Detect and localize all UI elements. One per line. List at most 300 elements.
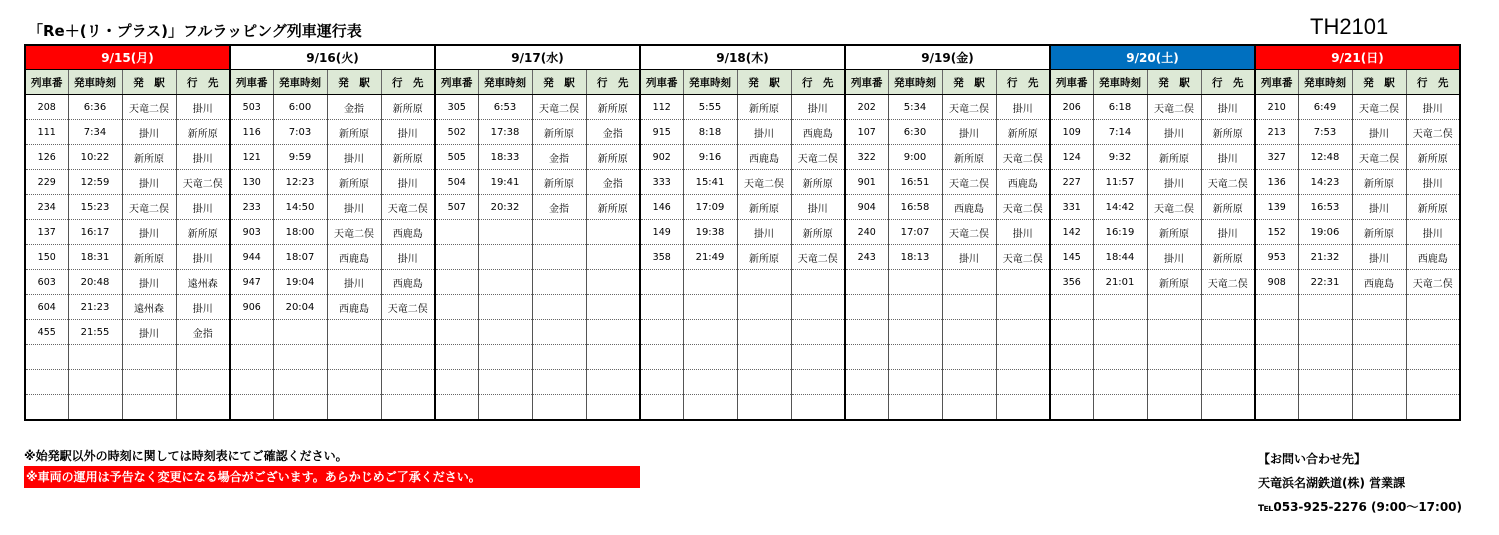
empty-cell — [845, 295, 888, 320]
cell-destination: 西鹿島 — [996, 170, 1050, 195]
cell-train-no: 322 — [845, 145, 888, 170]
cell-dep-station: 天竜二俣 — [122, 195, 176, 220]
cell-destination: 新所原 — [791, 170, 845, 195]
empty-cell — [435, 295, 478, 320]
cell-destination: 天竜二俣 — [1201, 170, 1255, 195]
column-header: 行 先 — [1406, 70, 1460, 95]
cell-destination: 掛川 — [996, 220, 1050, 245]
empty-cell — [1255, 320, 1298, 345]
empty-cell — [1406, 395, 1460, 421]
empty-cell — [1298, 345, 1352, 370]
contact-heading: 【お問い合わせ先】 — [1258, 452, 1367, 466]
cell-destination: 掛川 — [1406, 95, 1460, 120]
empty-cell — [942, 395, 996, 421]
cell-train-no: 953 — [1255, 245, 1298, 270]
empty-cell — [435, 320, 478, 345]
cell-dep-time: 9:16 — [683, 145, 737, 170]
column-header: 行 先 — [381, 70, 435, 95]
cell-dep-time: 6:36 — [68, 95, 122, 120]
cell-dep-station: 金指 — [532, 145, 586, 170]
empty-cell — [845, 345, 888, 370]
cell-dep-station: 天竜二俣 — [942, 220, 996, 245]
cell-destination: 掛川 — [791, 95, 845, 120]
cell-train-no: 233 — [230, 195, 273, 220]
date-header-row — [25, 45, 1460, 70]
cell-destination: 西鹿島 — [381, 220, 435, 245]
table-row — [25, 270, 1460, 295]
empty-cell — [996, 345, 1050, 370]
empty-cell — [478, 370, 532, 395]
empty-cell — [791, 320, 845, 345]
cell-destination: 掛川 — [176, 245, 230, 270]
cell-dep-time: 9:00 — [888, 145, 942, 170]
empty-cell — [586, 320, 640, 345]
empty-cell — [1201, 395, 1255, 421]
empty-cell — [845, 320, 888, 345]
empty-cell — [327, 395, 381, 421]
empty-cell — [68, 370, 122, 395]
cell-dep-time: 17:07 — [888, 220, 942, 245]
cell-train-no: 903 — [230, 220, 273, 245]
empty-cell — [478, 220, 532, 245]
contact-company: 天竜浜名湖鉄道(株) 営業課 — [1258, 476, 1406, 490]
empty-cell — [435, 345, 478, 370]
empty-cell — [478, 395, 532, 421]
empty-cell — [230, 345, 273, 370]
empty-cell — [25, 370, 68, 395]
cell-train-no: 229 — [25, 170, 68, 195]
cell-dep-time: 14:42 — [1093, 195, 1147, 220]
empty-cell — [942, 295, 996, 320]
cell-dep-station: 掛川 — [122, 270, 176, 295]
empty-cell — [435, 270, 478, 295]
empty-cell — [888, 370, 942, 395]
empty-cell — [1201, 370, 1255, 395]
cell-dep-station: 新所原 — [327, 170, 381, 195]
cell-dep-time: 12:48 — [1298, 145, 1352, 170]
empty-cell — [532, 345, 586, 370]
empty-cell — [996, 295, 1050, 320]
empty-cell — [1147, 345, 1201, 370]
empty-cell — [791, 395, 845, 421]
empty-cell — [1352, 395, 1406, 421]
cell-dep-time: 21:55 — [68, 320, 122, 345]
cell-dep-station: 新所原 — [122, 145, 176, 170]
cell-destination: 新所原 — [1201, 120, 1255, 145]
cell-train-no: 206 — [1050, 95, 1093, 120]
cell-dep-station: 掛川 — [122, 120, 176, 145]
cell-train-no: 111 — [25, 120, 68, 145]
column-header: 行 先 — [791, 70, 845, 95]
cell-train-no: 210 — [1255, 95, 1298, 120]
empty-cell — [532, 395, 586, 421]
cell-destination: 金指 — [176, 320, 230, 345]
empty-cell — [737, 345, 791, 370]
empty-cell — [1147, 320, 1201, 345]
cell-train-no: 109 — [1050, 120, 1093, 145]
empty-cell — [996, 370, 1050, 395]
cell-dep-station: 新所原 — [122, 245, 176, 270]
cell-train-no: 904 — [845, 195, 888, 220]
empty-cell — [640, 395, 683, 421]
cell-dep-station: 天竜二俣 — [1147, 195, 1201, 220]
cell-destination: 掛川 — [176, 295, 230, 320]
cell-dep-time: 14:50 — [273, 195, 327, 220]
empty-cell — [532, 245, 586, 270]
cell-train-no: 915 — [640, 120, 683, 145]
cell-train-no: 130 — [230, 170, 273, 195]
cell-destination: 掛川 — [176, 145, 230, 170]
cell-train-no: 243 — [845, 245, 888, 270]
column-header: 行 先 — [1201, 70, 1255, 95]
cell-train-no: 152 — [1255, 220, 1298, 245]
cell-train-no: 358 — [640, 245, 683, 270]
table-row — [25, 245, 1460, 270]
page-title: 「Re＋(リ・プラス)」フルラッピング列車運行表 — [28, 22, 362, 40]
cell-train-no: 906 — [230, 295, 273, 320]
empty-cell — [942, 370, 996, 395]
empty-cell — [532, 370, 586, 395]
cell-dep-station: 西鹿島 — [1352, 270, 1406, 295]
cell-dep-time: 16:17 — [68, 220, 122, 245]
cell-train-no: 136 — [1255, 170, 1298, 195]
empty-cell — [791, 295, 845, 320]
cell-destination: 掛川 — [176, 195, 230, 220]
table-row — [25, 95, 1460, 120]
empty-cell — [845, 370, 888, 395]
cell-dep-time: 22:31 — [1298, 270, 1352, 295]
table-row — [25, 295, 1460, 320]
column-header: 列車番 — [640, 70, 683, 95]
empty-cell — [1352, 345, 1406, 370]
table-row — [25, 370, 1460, 395]
cell-dep-time: 7:34 — [68, 120, 122, 145]
cell-dep-time: 18:00 — [273, 220, 327, 245]
empty-cell — [532, 295, 586, 320]
empty-cell — [640, 270, 683, 295]
cell-dep-time: 18:31 — [68, 245, 122, 270]
empty-cell — [888, 395, 942, 421]
empty-cell — [25, 345, 68, 370]
empty-cell — [683, 270, 737, 295]
cell-destination: 天竜二俣 — [1406, 270, 1460, 295]
empty-cell — [230, 370, 273, 395]
cell-train-no: 149 — [640, 220, 683, 245]
cell-dep-time: 9:32 — [1093, 145, 1147, 170]
empty-cell — [435, 220, 478, 245]
cell-dep-station: 掛川 — [737, 220, 791, 245]
cell-dep-station: 天竜二俣 — [122, 95, 176, 120]
cell-dep-time: 6:53 — [478, 95, 532, 120]
cell-destination: 西鹿島 — [1406, 245, 1460, 270]
cell-dep-station: 掛川 — [327, 195, 381, 220]
empty-cell — [230, 320, 273, 345]
empty-cell — [586, 370, 640, 395]
cell-destination: 天竜二俣 — [791, 145, 845, 170]
cell-dep-station: 掛川 — [1147, 170, 1201, 195]
cell-dep-station: 掛川 — [1147, 120, 1201, 145]
cell-dep-station: 新所原 — [1352, 220, 1406, 245]
cell-train-no: 116 — [230, 120, 273, 145]
empty-cell — [640, 345, 683, 370]
cell-train-no: 503 — [230, 95, 273, 120]
cell-dep-station: 新所原 — [942, 145, 996, 170]
cell-train-no: 902 — [640, 145, 683, 170]
cell-dep-station: 天竜二俣 — [1352, 95, 1406, 120]
empty-cell — [1093, 395, 1147, 421]
column-header: 発 駅 — [737, 70, 791, 95]
empty-cell — [737, 395, 791, 421]
empty-cell — [381, 320, 435, 345]
timetable — [24, 44, 1461, 421]
empty-cell — [1147, 395, 1201, 421]
cell-destination: 新所原 — [381, 95, 435, 120]
contact-tel: ℡053-925-2276 (9:00～17:00) — [1258, 500, 1463, 514]
cell-dep-time: 19:06 — [1298, 220, 1352, 245]
empty-cell — [273, 345, 327, 370]
cell-dep-station: 掛川 — [122, 170, 176, 195]
empty-cell — [1201, 295, 1255, 320]
note-timetable: ※始発駅以外の時刻に関しては時刻表にてご確認ください。 — [24, 449, 348, 463]
cell-train-no: 604 — [25, 295, 68, 320]
column-header: 発 駅 — [942, 70, 996, 95]
empty-cell — [996, 395, 1050, 421]
cell-dep-time: 18:07 — [273, 245, 327, 270]
empty-cell — [176, 395, 230, 421]
cell-train-no: 145 — [1050, 245, 1093, 270]
cell-dep-station: 新所原 — [737, 195, 791, 220]
cell-dep-time: 21:49 — [683, 245, 737, 270]
date-header: 9/15(月) — [25, 45, 230, 70]
cell-destination: 掛川 — [996, 95, 1050, 120]
column-header: 発 駅 — [327, 70, 381, 95]
cell-destination: 新所原 — [791, 220, 845, 245]
cell-train-no: 356 — [1050, 270, 1093, 295]
empty-cell — [737, 370, 791, 395]
empty-cell — [478, 245, 532, 270]
empty-cell — [435, 245, 478, 270]
cell-train-no: 213 — [1255, 120, 1298, 145]
cell-train-no: 107 — [845, 120, 888, 145]
cell-dep-time: 15:41 — [683, 170, 737, 195]
column-header: 発車時刻 — [1298, 70, 1352, 95]
cell-destination: 天竜二俣 — [996, 245, 1050, 270]
column-header: 発車時刻 — [478, 70, 532, 95]
cell-train-no: 208 — [25, 95, 68, 120]
cell-dep-time: 6:30 — [888, 120, 942, 145]
empty-cell — [1147, 295, 1201, 320]
cell-dep-station: 天竜二俣 — [327, 220, 381, 245]
cell-train-no: 901 — [845, 170, 888, 195]
empty-cell — [1298, 295, 1352, 320]
cell-dep-station: 遠州森 — [122, 295, 176, 320]
empty-cell — [942, 270, 996, 295]
empty-cell — [791, 270, 845, 295]
date-header: 9/21(日) — [1255, 45, 1460, 70]
cell-train-no: 327 — [1255, 145, 1298, 170]
cell-dep-time: 11:57 — [1093, 170, 1147, 195]
empty-cell — [327, 345, 381, 370]
cell-train-no: 507 — [435, 195, 478, 220]
empty-cell — [122, 395, 176, 421]
cell-train-no: 455 — [25, 320, 68, 345]
cell-dep-time: 9:59 — [273, 145, 327, 170]
cell-dep-station: 掛川 — [1147, 245, 1201, 270]
cell-dep-time: 7:14 — [1093, 120, 1147, 145]
cell-dep-station: 新所原 — [737, 245, 791, 270]
empty-cell — [1406, 370, 1460, 395]
empty-cell — [532, 220, 586, 245]
cell-train-no: 944 — [230, 245, 273, 270]
empty-cell — [273, 395, 327, 421]
table-row — [25, 345, 1460, 370]
cell-dep-time: 12:59 — [68, 170, 122, 195]
column-header: 行 先 — [996, 70, 1050, 95]
column-header-row — [25, 70, 1460, 95]
cell-destination: 天竜二俣 — [176, 170, 230, 195]
cell-destination: 天竜二俣 — [1201, 270, 1255, 295]
empty-cell — [640, 295, 683, 320]
cell-dep-time: 21:23 — [68, 295, 122, 320]
column-header: 列車番 — [230, 70, 273, 95]
column-header: 発車時刻 — [68, 70, 122, 95]
empty-cell — [996, 270, 1050, 295]
cell-dep-station: 掛川 — [327, 270, 381, 295]
empty-cell — [942, 320, 996, 345]
cell-train-no: 502 — [435, 120, 478, 145]
cell-train-no: 305 — [435, 95, 478, 120]
cell-dep-time: 18:33 — [478, 145, 532, 170]
cell-dep-time: 14:23 — [1298, 170, 1352, 195]
cell-dep-station: 金指 — [327, 95, 381, 120]
cell-dep-time: 12:23 — [273, 170, 327, 195]
cell-dep-time: 16:19 — [1093, 220, 1147, 245]
cell-destination: 新所原 — [586, 195, 640, 220]
contact-block — [1258, 447, 1462, 519]
empty-cell — [791, 370, 845, 395]
empty-cell — [1201, 345, 1255, 370]
cell-destination: 天竜二俣 — [1406, 120, 1460, 145]
column-header: 列車番 — [845, 70, 888, 95]
cell-destination: 新所原 — [586, 145, 640, 170]
cell-train-no: 331 — [1050, 195, 1093, 220]
cell-dep-time: 18:44 — [1093, 245, 1147, 270]
cell-destination: 天竜二俣 — [381, 195, 435, 220]
cell-dep-time: 7:03 — [273, 120, 327, 145]
cell-destination: 新所原 — [1406, 195, 1460, 220]
cell-dep-time: 5:34 — [888, 95, 942, 120]
empty-cell — [586, 395, 640, 421]
table-row — [25, 145, 1460, 170]
cell-dep-station: 西鹿島 — [327, 245, 381, 270]
cell-dep-time: 21:01 — [1093, 270, 1147, 295]
empty-cell — [996, 320, 1050, 345]
cell-dep-station: 掛川 — [942, 120, 996, 145]
cell-dep-station: 掛川 — [1352, 120, 1406, 145]
cell-dep-station: 天竜二俣 — [1352, 145, 1406, 170]
cell-destination: 掛川 — [1406, 170, 1460, 195]
cell-destination: 金指 — [586, 120, 640, 145]
cell-train-no: 142 — [1050, 220, 1093, 245]
cell-destination: 掛川 — [176, 95, 230, 120]
cell-destination: 天竜二俣 — [381, 295, 435, 320]
cell-dep-station: 新所原 — [327, 120, 381, 145]
table-row — [25, 120, 1460, 145]
empty-cell — [1406, 295, 1460, 320]
cell-dep-station: 新所原 — [532, 170, 586, 195]
column-header: 列車番 — [435, 70, 478, 95]
empty-cell — [791, 345, 845, 370]
cell-train-no: 150 — [25, 245, 68, 270]
cell-dep-station: 掛川 — [942, 245, 996, 270]
cell-train-no: 504 — [435, 170, 478, 195]
cell-destination: 遠州森 — [176, 270, 230, 295]
cell-dep-time: 6:49 — [1298, 95, 1352, 120]
cell-destination: 掛川 — [381, 170, 435, 195]
cell-dep-time: 20:04 — [273, 295, 327, 320]
cell-dep-station: 新所原 — [1352, 170, 1406, 195]
empty-cell — [381, 345, 435, 370]
table-row — [25, 220, 1460, 245]
cell-train-no: 121 — [230, 145, 273, 170]
empty-cell — [1093, 295, 1147, 320]
cell-destination: 掛川 — [1201, 145, 1255, 170]
empty-cell — [1406, 320, 1460, 345]
cell-dep-time: 16:58 — [888, 195, 942, 220]
empty-cell — [1298, 320, 1352, 345]
column-header: 発車時刻 — [888, 70, 942, 95]
empty-cell — [1255, 295, 1298, 320]
empty-cell — [68, 345, 122, 370]
empty-cell — [1406, 345, 1460, 370]
empty-cell — [1050, 370, 1093, 395]
cell-dep-station: 新所原 — [1147, 220, 1201, 245]
empty-cell — [176, 345, 230, 370]
cell-train-no: 126 — [25, 145, 68, 170]
date-header: 9/16(火) — [230, 45, 435, 70]
empty-cell — [640, 320, 683, 345]
cell-dep-time: 19:38 — [683, 220, 737, 245]
empty-cell — [683, 295, 737, 320]
empty-cell — [586, 220, 640, 245]
cell-dep-station: 天竜二俣 — [1147, 95, 1201, 120]
empty-cell — [435, 395, 478, 421]
column-header: 発 駅 — [122, 70, 176, 95]
cell-train-no: 124 — [1050, 145, 1093, 170]
cell-train-no: 137 — [25, 220, 68, 245]
empty-cell — [888, 320, 942, 345]
empty-cell — [845, 270, 888, 295]
date-header: 9/20(土) — [1050, 45, 1255, 70]
cell-dep-station: 金指 — [532, 195, 586, 220]
empty-cell — [532, 270, 586, 295]
cell-dep-station: 新所原 — [737, 95, 791, 120]
empty-cell — [327, 370, 381, 395]
empty-cell — [176, 370, 230, 395]
empty-cell — [1201, 320, 1255, 345]
cell-destination: 新所原 — [176, 120, 230, 145]
empty-cell — [1255, 345, 1298, 370]
empty-cell — [683, 320, 737, 345]
cell-dep-time: 15:23 — [68, 195, 122, 220]
empty-cell — [122, 370, 176, 395]
cell-dep-time: 18:13 — [888, 245, 942, 270]
cell-train-no: 505 — [435, 145, 478, 170]
empty-cell — [273, 370, 327, 395]
cell-destination: 掛川 — [381, 245, 435, 270]
empty-cell — [586, 245, 640, 270]
cell-dep-station: 新所原 — [1147, 145, 1201, 170]
